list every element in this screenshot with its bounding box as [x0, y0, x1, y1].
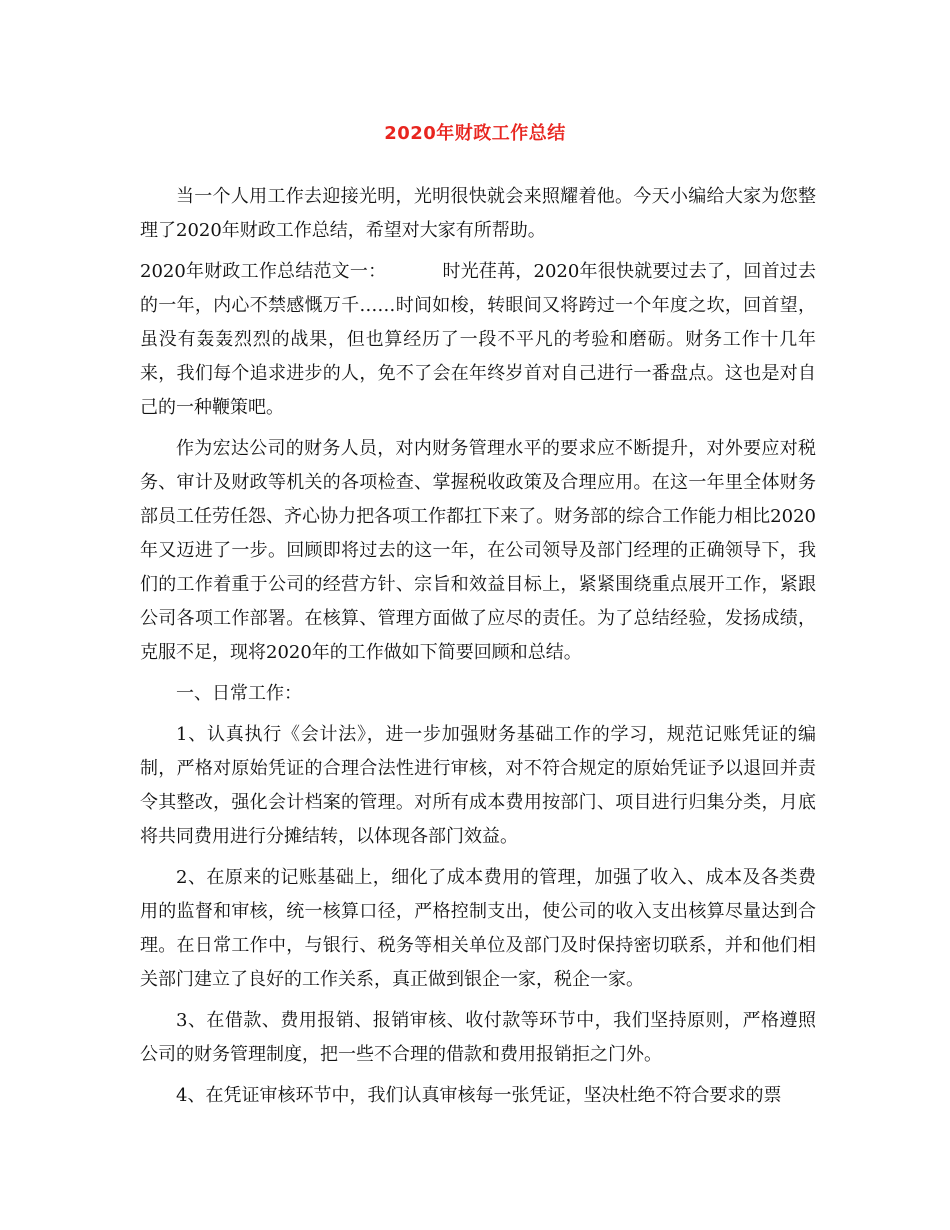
list-item: 4、在凭证审核环节中，我们认真审核每一张凭证，坚决杜绝不符合要求的票 [176, 1085, 782, 1106]
list-item: 1、认真执行《会计法》，进一步加强财务基础工作的学习，规范记账凭证的编制，严格对原始凭证的合理合法性进行审核，对不符合规定的原始凭证予以退回并责令其整改，强化会计档案的管理。对所有成本费用按部门、项目进行归集分类，月底将共同费用进行分摊结转，以体现各部门效益。 [140, 724, 816, 847]
list-item: 2、在原来的记账基础上，细化了成本费用的管理，加强了收入、成本及各类费用的监督和审核，统一核算口径，严格控制支出，使公司的收入支出核算尽量达到合理。在日常工作中，与银行、税务等相关单位及部门及时保持密切联系，并和他们相关部门建立了良好的工作关系，真正做到银企一家，税企一家。 [140, 867, 816, 990]
document-body [140, 180, 816, 1120]
sample-opening: 时光荏苒，2020年很快就要过去了，回首过去的一年，内心不禁感慨万千……时间如梭，转眼间又将跨过一个年度之坎，回首望，虽没有轰轰烈烈的战果，但也算经历了一段不平凡的考验和磨砺。财务工作十几年来，我们每个追求进步的人，免不了会在年终岁首对自己进行一番盘点。这也是对自己的一种鞭策吧。 [140, 261, 816, 418]
body-paragraph: 作为宏达公司的财务人员，对内财务管理水平的要求应不断提升，对外要应对税务、审计及财政等机关的各项检查、掌握税收政策及合理应用。在这一年里全体财务部员工任劳任怨、齐心协力把各项工作都扛下来了。财务部的综合工作能力相比2020年又迈进了一步。回顾即将过去的这一年，在公司领导及部门经理的正确领导下，我们的工作着重于公司的经营方针、宗旨和效益目标上，紧紧围绕重点展开工作，紧跟公司各项工作部署。在核算、管理方面做了应尽的责任。为了总结经验，发扬成绩，克服不足，现将2020年的工作做如下简要回顾和总结。 [140, 438, 816, 663]
document-title: 2020年财政工作总结 [384, 123, 566, 144]
section-heading: 一、日常工作： [176, 683, 302, 704]
list-item: 3、在借款、费用报销、报销审核、收付款等环节中，我们坚持原则，严格遵照公司的财务管理制度，把一些不合理的借款和费用报销拒之门外。 [140, 1010, 816, 1065]
sample-paragraph [140, 255, 816, 425]
intro-paragraph: 当一个人用工作去迎接光明，光明很快就会来照耀着他。今天小编给大家为您整理了2020年财政工作总结，希望对大家有所帮助。 [140, 186, 816, 241]
sample-heading: 2020年财政工作总结范文一： [140, 261, 387, 282]
